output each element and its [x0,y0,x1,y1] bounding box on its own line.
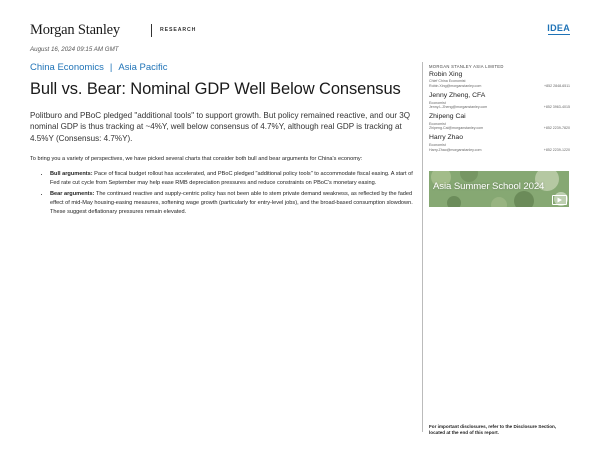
analyst-phone: +852 2239-1220 [543,147,570,152]
analyst-card [429,113,570,132]
analyst-contact [429,84,570,90]
analyst-name: Jenny Zheng, CFA [429,92,486,100]
analyst-card [429,92,570,111]
analyst-email[interactable]: Jenny.L.Zheng@morganstanley.com [429,105,488,110]
analyst-email[interactable]: Robin.Xing@morganstanley.com [429,84,482,89]
analyst-card [429,134,570,153]
banner-title: Asia Summer School 2024 [433,181,545,192]
bullet-text: The continued reactive and supply-centric policy has not been able to stem private demand weakness, as reflected by the faded effect of mid-May housing-easing measures, softening wage growth (particularly for entry-level jobs), and the broad-based consumption slowdown. These suggest deflationary pressures remain elevated. [50,190,413,215]
category-breadcrumb [30,62,415,73]
report-title: Bull vs. Bear: Nominal GDP Well Below Consensus [30,80,401,98]
analyst-contact [429,148,570,154]
sidebar-heading: MORGAN STANLEY ASIA LIMITED [429,64,504,69]
report-header [30,20,570,42]
header-divider [151,24,152,37]
analyst-email[interactable]: Zhipeng.Cai@morganstanley.com [429,126,484,131]
analyst-name: Harry Zhao [429,134,463,142]
analyst-name: Zhipeng Cai [429,113,466,121]
analyst-phone: +852 2239-7820 [543,126,570,131]
idea-tag: IDEA [547,23,570,33]
main-column [30,62,415,218]
analyst-email[interactable]: Harry.Zhao@morganstanley.com [429,147,482,152]
analyst-contact [429,105,570,111]
category-separator: | [109,62,113,73]
analyst-name: Robin Xing [429,71,463,78]
analyst-contact [429,126,570,132]
analyst-phone: +852 3963-4015 [543,105,570,110]
play-icon[interactable] [552,195,567,205]
list-item-bear [50,190,415,217]
idea-underline [548,34,570,35]
publish-date: August 16, 2024 09:15 AM GMT [30,46,119,53]
play-icon-arrow [553,196,566,204]
analyst-role: Chief China Economist [429,79,466,84]
analyst-phone: +852 2848-6511 [543,84,570,89]
report-summary: Politburo and PBoC pledged "additional tools" to support growth. But policy remained reactive, and our 3Q nominal GDP is thus tracking at ~4%Y, well below consensus of 4.7%Y, although real GDP is tracking at 4.5%Y (Consensus: 4.7%Y). [30,110,411,144]
list-item-bull [50,170,415,188]
category-link-asia-pacific[interactable]: Asia Pacific [118,62,168,73]
bullet-label: Bear arguments: [50,190,95,197]
report-intro: To bring you a variety of perspectives, we have picked several charts that consider both bull and bear arguments for China's economy: [30,155,363,162]
analyst-role: Economist [429,142,446,147]
sidebar [429,64,570,156]
summer-school-banner[interactable] [429,171,569,207]
analyst-role: Economist [429,100,446,105]
analyst-role: Economist [429,121,446,126]
bullet-text: Pace of fiscal budget rollout has accelerated, and PBoC pledged "additional policy tools" to accommodate fiscal easing. A start of Fed rate cut cycle from September may help ease RMB depreciation pressures and reduce constraints on PBoC's monetary easing. [50,170,413,186]
category-link-china-economics[interactable]: China Economics [30,62,104,73]
argument-list [30,170,415,217]
brand-logo: Morgan Stanley [30,22,120,38]
section-label: RESEARCH [160,27,197,33]
analyst-card [429,71,570,90]
column-divider [422,62,423,432]
bullet-label: Bull arguments: [50,170,93,177]
disclosure-note: For important disclosures, refer to the Disclosure Section, located at the end of this report. [429,424,557,436]
